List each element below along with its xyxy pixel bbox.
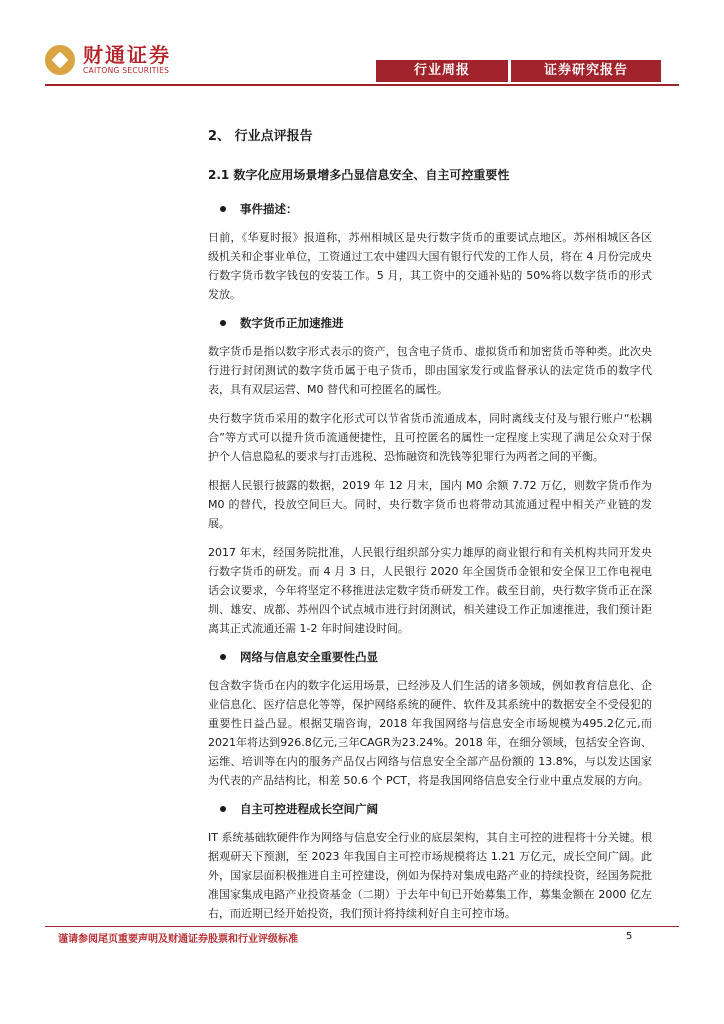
subsection-title: 2.1 数字化应用场景增多凸显信息安全、自主可控重要性 bbox=[208, 168, 510, 182]
footer-divider bbox=[45, 926, 679, 927]
bullet-heading bbox=[208, 648, 652, 666]
brand-logo bbox=[45, 44, 171, 76]
tab-weekly: 行业周报 bbox=[376, 60, 508, 82]
bullet-label: 自主可控进程成长空间广阔 bbox=[240, 802, 378, 816]
paragraph: 根据人民银行披露的数据，2019 年 12 月末，国内 M0 余额 7.72 万亿，则数字货币作为 M0 的替代，投放空间巨大。同时，央行数字货币也将带动其流通过程中相关产业链的发展。 bbox=[208, 479, 652, 530]
tab-research-report: 证券研究报告 bbox=[511, 60, 661, 82]
logo-en: CAITONG SECURITIES bbox=[83, 66, 170, 75]
bullet-dot-icon bbox=[220, 320, 226, 326]
header-divider bbox=[45, 84, 679, 86]
paragraph: 数字货币是指以数字形式表示的资产，包含电子货币、虚拟货币和加密货币等种类。此次央行进行封闭测试的数字货币属于电子货币，即由国家发行或监督承认的法定货币的数字代表，具有双层运营、M0 替代和可控匿名的属性。 bbox=[208, 345, 652, 396]
disclaimer-note: 谨请参阅尾页重要声明及财通证券股票和行业评级标准 bbox=[58, 934, 298, 945]
paragraph: 包含数字货币在内的数字化运用场景，已经涉及人们生活的诸多领域，例如教育信息化、企业信息化、医疗信息化等等，保护网络系统的硬件、软件及其系统中的数据安全不受侵犯的重要性日益凸显。根据艾瑞咨询，2018 年我国网络与信息安全市场规模为495.2亿元,而2021年将达到926.8亿元,三年CAGR为23.24%。2018 年，在细分领域，包括安全咨询、运维、培训等在内的服务产品仅占网络与信息安全全部产品份额的 13.8%，与以发达国家为代表的产品结构比，相差 50.6 个 PCT，将是我国网络信息安全行业中重点发展的方向。 bbox=[208, 679, 652, 787]
report-body bbox=[208, 128, 652, 933]
header-tabs bbox=[376, 60, 661, 82]
bullet-heading bbox=[208, 314, 652, 332]
logo-cn: 财通证券 bbox=[83, 43, 171, 67]
bullet-heading bbox=[208, 200, 652, 218]
bullet-label: 网络与信息安全重要性凸显 bbox=[240, 650, 378, 664]
paragraph: 2017 年末，经国务院批准，人民银行组织部分实力雄厚的商业银行和有关机构共同开发央行数字货币的研发。而 4 月 3 日，人民银行 2020 年全国货币金银和安全保卫工作电视电话会议要求，今年将坚定不移推进法定数字货币研发工作。截至目前，央行数字货币正在深圳、雄安、成都、苏州四个试点城市进行封闭测试，相关建设工作正加速推进，我们预计距离其正式流通还需 1-2 年时间建设时间。 bbox=[208, 546, 652, 635]
logo-emblem-icon bbox=[45, 45, 75, 75]
bullet-dot-icon bbox=[220, 806, 226, 812]
paragraph: 日前，《华夏时报》报道称，苏州相城区是央行数字货币的重要试点地区。苏州相城区各区级机关和企事业单位，工资通过工农中建四大国有银行代发的工作人员，将在 4 月份完成央行数字货币数字钱包的安装工作。5 月，其工资中的交通补贴的 50%将以数字货币的形式发放。 bbox=[208, 231, 652, 301]
paragraph: 央行数字货币采用的数字化形式可以节省货币流通成本，同时离线支付及与银行账户“松耦合”等方式可以提升货币流通便捷性，且可控匿名的属性一定程度上实现了满足公众对于保护个人信息隐私的要求与打击逃税、恐怖融资和洗钱等犯罪行为两者之间的平衡。 bbox=[208, 412, 652, 463]
paragraph: IT 系统基础软硬件作为网络与信息安全行业的底层架构，其自主可控的进程将十分关键。根据观研天下预测，至 2023 年我国自主可控市场规模将达 1.21 万亿元，成长空间广阔。此外，国家层面积极推进自主可控建设，例如为保持对集成电路产业的持续投资，经国务院批准国家集成电路产业投资基金（二期）于去年中旬已开始募集工作，募集金额在 2000 亿左右，而近期已经开始投资，我们预计将持续利好自主可控市场。 bbox=[208, 831, 652, 920]
bullet-dot-icon bbox=[220, 654, 226, 660]
bullet-dot-icon bbox=[220, 206, 226, 212]
bullet-label: 数字货币正加速推进 bbox=[240, 316, 344, 330]
section-title: 2、 行业点评报告 bbox=[208, 129, 313, 144]
logo-text bbox=[83, 44, 171, 76]
bullet-label: 事件描述： bbox=[240, 202, 298, 216]
page-number: 5 bbox=[626, 931, 633, 942]
bullet-heading bbox=[208, 800, 652, 818]
